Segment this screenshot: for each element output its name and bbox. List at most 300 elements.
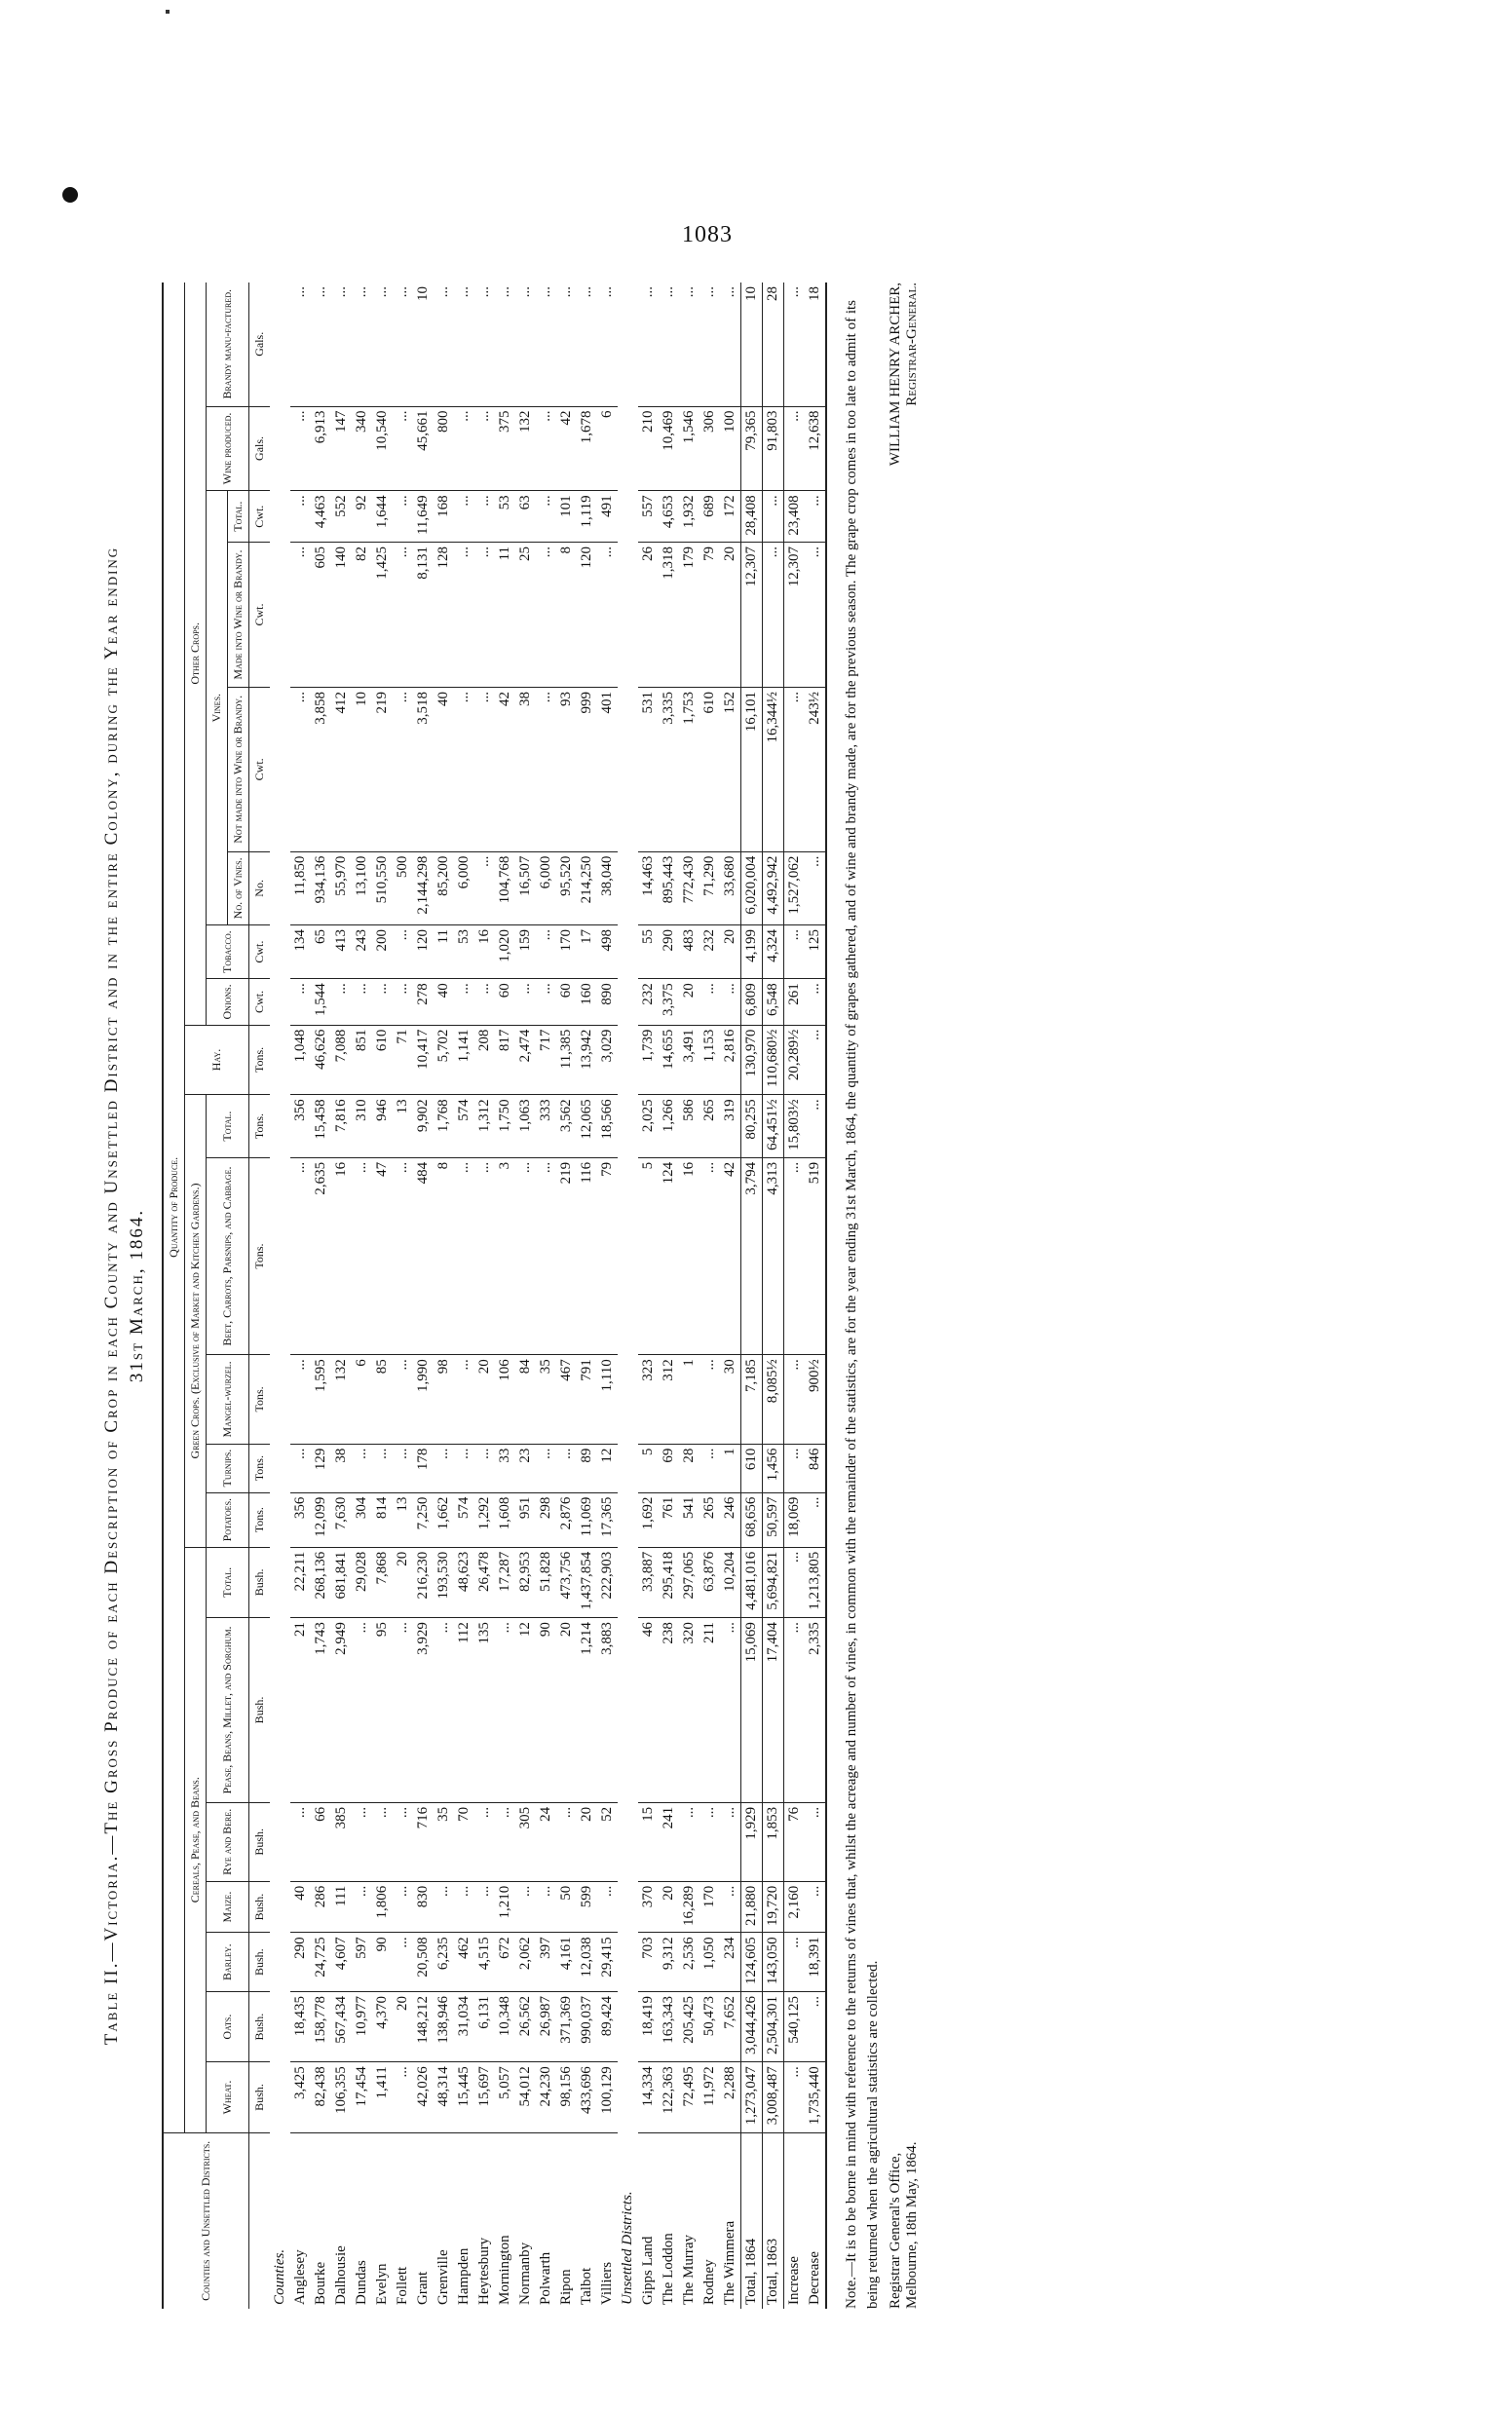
table-cell: ... — [290, 491, 311, 543]
table-cell: ... — [495, 1802, 515, 1881]
table-cell: ... — [474, 543, 495, 688]
table-cell: ... — [393, 283, 413, 406]
table-cell: ... — [352, 1444, 372, 1492]
table-cell: 124,605 — [741, 1933, 763, 1992]
table-cell: 18,069 — [784, 1492, 806, 1547]
table-cell: ... — [784, 283, 806, 406]
table-cell: 10 — [352, 688, 372, 852]
table-cell: Cwt. — [249, 925, 271, 979]
table-cell: Bush. — [249, 1547, 271, 1617]
row-label: Total, 1863 — [763, 2132, 784, 2309]
table-cell: 11,385 — [556, 1025, 577, 1095]
table-cell: ... — [784, 1933, 806, 1992]
table-cell: 172 — [720, 491, 741, 543]
table-cell: ... — [352, 283, 372, 406]
table-cell: ... — [393, 1157, 413, 1354]
table-cell: 5,694,821 — [763, 1547, 784, 1617]
table-cell: 1,050 — [699, 1933, 720, 1992]
table-cell: 672 — [495, 1933, 515, 1992]
place-date: Melbourne, 18th May, 1864. — [904, 2141, 920, 2309]
table-cell: 10 — [413, 283, 434, 406]
table-cell: ... — [434, 1618, 454, 1803]
table-cell: 2,949 — [331, 1618, 352, 1803]
table-cell: 241 — [659, 1802, 679, 1881]
table-cell: 18,566 — [597, 1095, 618, 1157]
table-cell: 111 — [331, 1881, 352, 1933]
table-cell: 557 — [638, 491, 659, 543]
table-cell: 60 — [556, 979, 577, 1025]
table-cell: 6,809 — [741, 979, 763, 1025]
table-cell: ... — [393, 1933, 413, 1992]
table-cell: 510,550 — [372, 851, 393, 924]
row-label: Increase — [784, 2132, 806, 2309]
table-row — [720, 283, 741, 2309]
table-cell: 15,803½ — [784, 1095, 806, 1157]
table-cell: ... — [290, 979, 311, 1025]
table-cell: ... — [536, 406, 556, 491]
table-row — [659, 283, 679, 2309]
table-cell: 89 — [577, 1444, 597, 1492]
table-cell: 76 — [784, 1802, 806, 1881]
table-cell: 148,212 — [413, 1991, 434, 2061]
office-name: Registrar General's Office, — [888, 2152, 903, 2309]
table-cell: Bush. — [249, 1933, 271, 1992]
table-cell: ... — [699, 1444, 720, 1492]
table-cell: ... — [454, 283, 474, 406]
table-cell: 20 — [659, 1881, 679, 1933]
table-cell: 552 — [331, 491, 352, 543]
table-cell: ... — [474, 1802, 495, 1881]
table-cell: 4,653 — [659, 491, 679, 543]
table-cell: 2,536 — [679, 1933, 699, 1992]
table-cell: 50 — [556, 1881, 577, 1933]
table-cell: ... — [454, 543, 474, 688]
table-cell: 178 — [413, 1444, 434, 1492]
table-cell: 51,828 — [536, 1547, 556, 1617]
table-cell: ... — [290, 1444, 311, 1492]
table-cell: ... — [393, 925, 413, 979]
table-cell: 6 — [597, 406, 618, 491]
section-label: Counties. — [272, 2248, 287, 2305]
table-cell: ... — [311, 283, 331, 406]
table-cell: ... — [699, 283, 720, 406]
table-cell: 1,266 — [659, 1095, 679, 1157]
table-cell: 295,418 — [659, 1547, 679, 1617]
table-cell: 23,408 — [784, 491, 806, 543]
table-cell: ... — [699, 1802, 720, 1881]
table-cell: 1,662 — [434, 1492, 454, 1547]
table-cell: 246 — [720, 1492, 741, 1547]
table-cell: 28 — [679, 1444, 699, 1492]
table-cell: 60 — [495, 979, 515, 1025]
table-cell: ... — [515, 1881, 536, 1933]
table-cell: 205,425 — [679, 1991, 699, 2061]
table-cell: ... — [536, 1157, 556, 1354]
table-cell: 50,597 — [763, 1492, 784, 1547]
table-cell: 610 — [372, 1025, 393, 1095]
table-cell: ... — [536, 979, 556, 1025]
table-row — [495, 283, 515, 2309]
col-wine: Wine produced. — [207, 406, 249, 491]
table-cell: Tons. — [249, 1157, 271, 1354]
table-cell: ... — [699, 1355, 720, 1444]
table-cell: 84 — [515, 1355, 536, 1444]
table-cell: 1,990 — [413, 1355, 434, 1444]
table-cell: ... — [290, 406, 311, 491]
table-cell: 116 — [577, 1157, 597, 1354]
table-cell: 305 — [515, 1802, 536, 1881]
table-cell: 24,725 — [311, 1933, 331, 1992]
table-cell: ... — [393, 2062, 413, 2132]
decrease-row — [805, 283, 826, 2309]
table-cell: Cwt. — [249, 491, 271, 543]
table-cell: 934,136 — [311, 851, 331, 924]
table-cell: 1,318 — [659, 543, 679, 688]
header-other: Other Crops. — [185, 283, 207, 1025]
table-cell: 531 — [638, 688, 659, 852]
total-row — [741, 283, 763, 2309]
table-cell: 1,692 — [638, 1492, 659, 1547]
table-cell: 14,655 — [659, 1025, 679, 1095]
table-cell: 17,454 — [352, 2062, 372, 2132]
table-cell: ... — [474, 851, 495, 924]
table-cell: 91,803 — [763, 406, 784, 491]
table-cell: 2,062 — [515, 1933, 536, 1992]
table-cell: 234 — [720, 1933, 741, 1992]
table-cell: 483 — [679, 925, 699, 979]
row-label: Bourke — [313, 2261, 328, 2305]
table-cell: ... — [536, 1881, 556, 1933]
table-cell: 491 — [597, 491, 618, 543]
table-cell: 7,816 — [331, 1095, 352, 1157]
table-cell: ... — [597, 543, 618, 688]
table-cell: 4,370 — [372, 1991, 393, 2061]
table-cell: ... — [763, 491, 784, 543]
table-cell: ... — [331, 979, 352, 1025]
table-cell: ... — [372, 979, 393, 1025]
footnote: Note.—It is to be borne in mind with reference to the returns of vines that, whilst the acreage and number of vines, in common with the remainder of the statistics, are for the year ending 31st March, 1864, the quantity of grapes gathered, and of wine and brandy made, are for the previous season. The grape crop comes in too late to admit of its being returned when the agricultural statistics are collected. — [844, 299, 881, 2309]
table-cell: 24 — [536, 1802, 556, 1881]
table-cell: ... — [679, 1802, 699, 1881]
table-cell: 610 — [741, 1444, 763, 1492]
table-cell: 340 — [352, 406, 372, 491]
table-cell: 55 — [638, 925, 659, 979]
row-label: The Murray — [681, 2234, 697, 2305]
table-cell: 265 — [699, 1095, 720, 1157]
table-cell: 35 — [434, 1802, 454, 1881]
table-cell: 946 — [372, 1095, 393, 1157]
table-cell: 26 — [638, 543, 659, 688]
table-cell: ... — [290, 1802, 311, 1881]
table-cell: 232 — [699, 925, 720, 979]
table-cell: ... — [393, 1444, 413, 1492]
table-cell: 6,131 — [474, 1991, 495, 2061]
table-cell: ... — [720, 283, 741, 406]
table-cell: 20,508 — [413, 1933, 434, 1992]
increase-row — [784, 283, 806, 2309]
table-cell: 124 — [659, 1157, 679, 1354]
table-cell: 1,048 — [290, 1025, 311, 1095]
table-cell: 90 — [372, 1933, 393, 1992]
table-cell: 1,753 — [679, 688, 699, 852]
table-cell: ... — [763, 543, 784, 688]
table-cell: ... — [352, 1802, 372, 1881]
row-label: Gipps Land — [640, 2236, 656, 2305]
document-body — [97, 273, 1354, 2318]
table-cell: 356 — [290, 1492, 311, 1547]
table-cell: 304 — [352, 1492, 372, 1547]
table-cell: ... — [699, 1157, 720, 1354]
table-cell: 1,153 — [699, 1025, 720, 1095]
table-cell: 10,417 — [413, 1025, 434, 1095]
table-cell: ... — [474, 1881, 495, 1933]
signatory-title: Registrar-General. — [904, 283, 920, 406]
table-cell: 29,415 — [597, 1933, 618, 1992]
table-cell: 128 — [434, 543, 454, 688]
table-cell: ... — [393, 688, 413, 852]
table-cell: 16,507 — [515, 851, 536, 924]
table-cell: ... — [784, 1618, 806, 1803]
table-cell: 900½ — [805, 1355, 826, 1444]
table-cell: 3 — [495, 1157, 515, 1354]
table-cell: ... — [331, 283, 352, 406]
table-cell: 830 — [413, 1881, 434, 1933]
table-cell: 152 — [720, 688, 741, 852]
table-cell: 323 — [638, 1355, 659, 1444]
table-cell: ... — [352, 1618, 372, 1803]
table-cell: 15,445 — [454, 2062, 474, 2132]
table-cell: 120 — [413, 925, 434, 979]
table-cell: 92 — [352, 491, 372, 543]
table-cell: 11,069 — [577, 1492, 597, 1547]
table-cell: 11 — [434, 925, 454, 979]
table-cell: ... — [474, 688, 495, 852]
table-cell: 7,185 — [741, 1355, 763, 1444]
table-cell: ... — [805, 491, 826, 543]
table-cell: ... — [556, 1444, 577, 1492]
table-cell: ... — [515, 979, 536, 1025]
col-maize: Maize. — [207, 1881, 249, 1933]
table-cell: 2,635 — [311, 1157, 331, 1354]
table-cell: 689 — [699, 491, 720, 543]
table-cell: 24,230 — [536, 2062, 556, 2132]
table-cell: 500 — [393, 851, 413, 924]
table-cell: 15,069 — [741, 1618, 763, 1803]
table-cell: 1,020 — [495, 925, 515, 979]
section-counties — [270, 283, 290, 2309]
table-cell: 371,369 — [556, 1991, 577, 2061]
table-cell: 290 — [659, 925, 679, 979]
table-cell: 567,434 — [331, 1991, 352, 2061]
table-cell: 3,883 — [597, 1618, 618, 1803]
table-cell: ... — [556, 1802, 577, 1881]
table-cell: 462 — [454, 1933, 474, 1992]
table-cell: 243 — [352, 925, 372, 979]
table-cell: 12,065 — [577, 1095, 597, 1157]
table-row — [331, 283, 352, 2309]
table-cell: 519 — [805, 1157, 826, 1354]
table-cell: ... — [784, 1444, 806, 1492]
row-label: Rodney — [701, 2259, 717, 2305]
table-cell: 605 — [311, 543, 331, 688]
table-cell: 4,313 — [763, 1157, 784, 1354]
table-cell: 6,000 — [536, 851, 556, 924]
table-cell: 130,970 — [741, 1025, 763, 1095]
table-cell: 46,626 — [311, 1025, 331, 1095]
table-cell: 1,141 — [454, 1025, 474, 1095]
table-cell: 200 — [372, 925, 393, 979]
table-cell: 9,312 — [659, 1933, 679, 1992]
table-cell: 38 — [515, 688, 536, 852]
table-cell: 53 — [454, 925, 474, 979]
table-cell: 306 — [699, 406, 720, 491]
table-cell: 540,125 — [784, 1991, 806, 2061]
table-cell: ... — [805, 851, 826, 924]
row-label: Anglesey — [292, 2249, 308, 2305]
table-cell: ... — [352, 979, 372, 1025]
table-cell: ... — [659, 283, 679, 406]
table-cell: 82,438 — [311, 2062, 331, 2132]
table-cell: ... — [474, 406, 495, 491]
signatory-block — [888, 283, 921, 466]
table-cell: 50,473 — [699, 1991, 720, 2061]
table-row — [311, 283, 331, 2309]
table-cell: ... — [393, 406, 413, 491]
table-cell: 15 — [638, 1802, 659, 1881]
table-cell: 4,161 — [556, 1933, 577, 1992]
table-cell: 467 — [556, 1355, 577, 1444]
table-cell: 160 — [577, 979, 597, 1025]
table-cell: 1,213,805 — [805, 1547, 826, 1617]
table-cell: ... — [372, 1444, 393, 1492]
table-cell: 484 — [413, 1157, 434, 1354]
row-label: Talbot — [579, 2267, 594, 2305]
table-cell: 3,562 — [556, 1095, 577, 1157]
table-cell: 1 — [679, 1355, 699, 1444]
table-cell: 179 — [679, 543, 699, 688]
table-cell: 846 — [805, 1444, 826, 1492]
table-cell: 71 — [393, 1025, 413, 1095]
header-green: Green Crops. (Exclusive of Market and Kitchen Gardens.) — [185, 1095, 207, 1547]
table-cell: 120 — [577, 543, 597, 688]
table-row — [454, 283, 474, 2309]
table-cell: 3,335 — [659, 688, 679, 852]
table-cell: ... — [597, 1881, 618, 1933]
row-label: Follett — [395, 2266, 410, 2305]
table-cell: 64,451½ — [763, 1095, 784, 1157]
row-label: Evelyn — [374, 2263, 390, 2305]
table-row — [413, 283, 434, 2309]
bullet-mark — [62, 187, 78, 203]
table-cell: 1,063 — [515, 1095, 536, 1157]
table-cell: Cwt. — [249, 979, 271, 1025]
table-cell: ... — [454, 491, 474, 543]
table-cell: 48,623 — [454, 1547, 474, 1617]
table-cell: ... — [784, 406, 806, 491]
table-cell: 101 — [556, 491, 577, 543]
table-cell: 5,702 — [434, 1025, 454, 1095]
table-cell: 243½ — [805, 688, 826, 852]
table-cell: 433,696 — [577, 2062, 597, 2132]
table-cell: Bush. — [249, 1881, 271, 1933]
table-cell: 210 — [638, 406, 659, 491]
table-cell: 132 — [515, 406, 536, 491]
table-cell: 851 — [352, 1025, 372, 1095]
table-cell: Bush. — [249, 1802, 271, 1881]
table-cell: 990,037 — [577, 1991, 597, 2061]
table-cell: 298 — [536, 1492, 556, 1547]
table-cell: ... — [536, 688, 556, 852]
table-cell: ... — [290, 1157, 311, 1354]
table-cell: 261 — [784, 979, 806, 1025]
col-made-into: Made into Wine or Brandy. — [228, 543, 249, 688]
table-cell: 18,391 — [805, 1933, 826, 1992]
table-cell: 100 — [720, 406, 741, 491]
table-cell: 170 — [699, 1881, 720, 1933]
table-cell: 85 — [372, 1355, 393, 1444]
table-cell: 10,348 — [495, 1991, 515, 2061]
table-cell: 143,050 — [763, 1933, 784, 1992]
row-label: Polwarth — [538, 2251, 553, 2305]
table-cell: 129 — [311, 1444, 331, 1492]
table-cell: 20 — [393, 1547, 413, 1617]
header-quantity: Quantity of Produce. — [163, 283, 185, 2132]
table-cell: 16 — [331, 1157, 352, 1354]
table-cell: 18,419 — [638, 1991, 659, 2061]
table-cell: 20 — [720, 543, 741, 688]
row-label: Mornington — [497, 2235, 512, 2305]
table-cell: 681,841 — [331, 1547, 352, 1617]
table-cell: ... — [290, 1355, 311, 1444]
table-cell: 20 — [720, 925, 741, 979]
table-cell: 16,289 — [679, 1881, 699, 1933]
table-cell: ... — [515, 1157, 536, 1354]
table-cell: 40 — [434, 688, 454, 852]
total-row — [763, 283, 784, 2309]
table-cell: ... — [536, 283, 556, 406]
table-cell: 63 — [515, 491, 536, 543]
table-cell: 716 — [413, 1802, 434, 1881]
table-cell: ... — [454, 1355, 474, 1444]
table-cell: 610 — [699, 688, 720, 852]
table-cell: 999 — [577, 688, 597, 852]
table-cell: 15,697 — [474, 2062, 495, 2132]
table-cell: 16 — [679, 1157, 699, 1354]
col-beet: Beet, Carrots, Parsnips, and Cabbage. — [207, 1157, 249, 1354]
table-cell: 20,289½ — [784, 1025, 806, 1095]
table-cell: 216,230 — [413, 1547, 434, 1617]
col-mangel: Mangel-wurzel. — [207, 1355, 249, 1444]
table-cell: ... — [474, 1157, 495, 1354]
table-row — [515, 283, 536, 2309]
table-cell: 8 — [556, 543, 577, 688]
table-row — [577, 283, 597, 2309]
table-cell: 6,000 — [454, 851, 474, 924]
table-cell: 82,953 — [515, 1547, 536, 1617]
col-not-made: Not made into Wine or Brandy. — [228, 688, 249, 852]
table-cell: Tons. — [249, 1355, 271, 1444]
table-cell: 13 — [393, 1095, 413, 1157]
table-row — [699, 283, 720, 2309]
table-cell: 297,065 — [679, 1547, 699, 1617]
col-barley: Barley. — [207, 1933, 249, 1992]
table-cell: 20 — [556, 1618, 577, 1803]
table-cell: 211 — [699, 1618, 720, 1803]
table-cell: 5,057 — [495, 2062, 515, 2132]
table-cell: 817 — [495, 1025, 515, 1095]
table-cell: 122,363 — [659, 2062, 679, 2132]
table-row — [352, 283, 372, 2309]
